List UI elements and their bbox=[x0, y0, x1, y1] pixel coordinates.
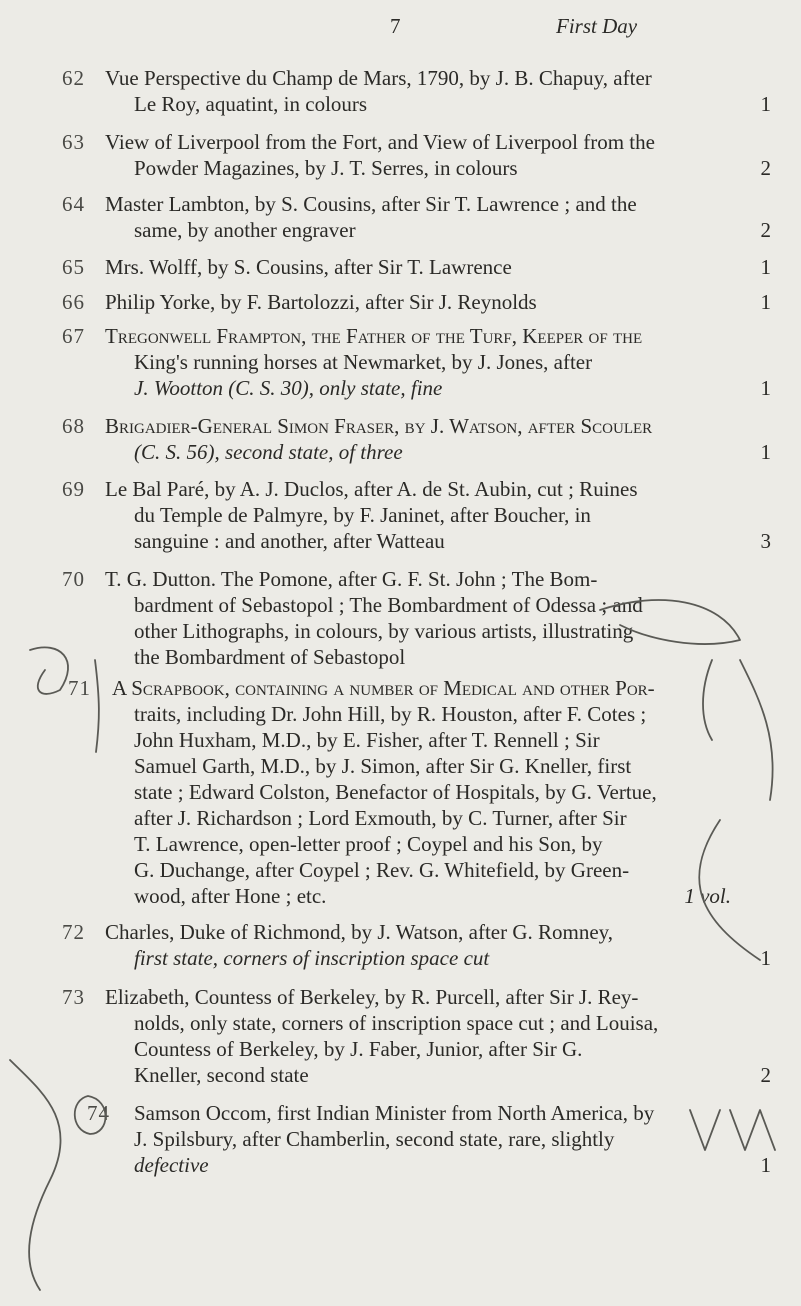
lot-line: G. Duchange, after Coypel ; Rev. G. Whitefield, by Green- bbox=[134, 858, 630, 882]
lot-line: sanguine : and another, after Watteau bbox=[134, 529, 445, 553]
lot-line: Kneller, second state bbox=[134, 1063, 309, 1087]
lot-number: 71 bbox=[68, 676, 91, 700]
page-title: First Day bbox=[556, 14, 638, 38]
lot-number: 65 bbox=[62, 255, 85, 279]
lot-line: the Bombardment of Sebastopol bbox=[134, 645, 406, 669]
lot-line: View of Liverpool from the Fort, and View of Liverpool from the bbox=[105, 130, 655, 154]
bracket-mark-71 bbox=[95, 660, 99, 752]
lot-quantity: 1 bbox=[760, 255, 771, 279]
lot-quantity: 1 bbox=[760, 1153, 771, 1177]
lot-line-text: Le Roy, aquatint, in colours bbox=[134, 92, 368, 116]
lot-number: 74 bbox=[87, 1101, 110, 1125]
lot-quantity: 1 bbox=[760, 376, 771, 400]
lot-quantity: 1 bbox=[760, 92, 771, 116]
lot-line: Master Lambton, by S. Cousins, after Sir T. Lawrence ; and the bbox=[105, 192, 637, 216]
lot-number: 69 bbox=[62, 477, 85, 501]
lot-line: T. Lawrence, open-letter proof ; Coypel and his Son, by bbox=[134, 832, 603, 856]
lot-line: Brigadier-General Simon Fraser, by J. Watson, after Scouler bbox=[105, 414, 653, 438]
lot-number: 67 bbox=[62, 324, 85, 348]
lot-line: Charles, Duke of Richmond, by J. Watson, after G. Romney, bbox=[105, 920, 614, 944]
lot-number: 68 bbox=[62, 414, 85, 438]
lot-line: defective bbox=[134, 1153, 209, 1177]
lot-quantity: 2 bbox=[760, 156, 771, 180]
lot-line: King's running horses at Newmarket, by J. Jones, after bbox=[134, 350, 593, 374]
lot-line: Elizabeth, Countess of Berkeley, by R. Purcell, after Sir J. Rey- bbox=[105, 985, 639, 1009]
lot-line bbox=[134, 92, 367, 117]
lot-line: Philip Yorke, by F. Bartolozzi, after Sir J. Reynolds bbox=[105, 290, 537, 314]
lot-number: 72 bbox=[62, 920, 85, 944]
lot-number: 66 bbox=[62, 290, 85, 314]
lot-number: 70 bbox=[62, 567, 85, 591]
lot-line: after J. Richardson ; Lord Exmouth, by C. Turner, after Sir bbox=[134, 806, 627, 830]
lot-line: T. G. Dutton. The Pomone, after G. F. St. John ; The Bom- bbox=[105, 567, 598, 591]
lot-line: Samuel Garth, M.D., by J. Simon, after Sir G. Kneller, first bbox=[134, 754, 632, 778]
lot-line: (C. S. 56), second state, of three bbox=[134, 440, 403, 464]
lot-line: first state, corners of inscription space cut bbox=[134, 946, 490, 970]
lot-quantity: 1 bbox=[760, 946, 771, 970]
lot-number: 64 bbox=[62, 192, 85, 216]
lot-line: Samson Occom, first Indian Minister from North America, by bbox=[134, 1101, 655, 1125]
lot-line: other Lithographs, in colours, by various artists, illustrating bbox=[134, 619, 634, 643]
lot-line: du Temple de Palmyre, by F. Janinet, after Boucher, in bbox=[134, 503, 591, 527]
lot-line: state ; Edward Colston, Benefactor of Hospitals, by G. Vertue, bbox=[134, 780, 657, 804]
lot-line: traits, including Dr. John Hill, by R. Houston, after F. Cotes ; bbox=[134, 702, 647, 726]
lot-quantity: 2 bbox=[760, 218, 771, 242]
scribble-mark-71-left bbox=[30, 647, 68, 694]
lot-quantity: 2 bbox=[760, 1063, 771, 1087]
lot-line: Tregonwell Frampton, the Father of the Turf, Keeper of the bbox=[105, 324, 643, 348]
letters-mark-74-right bbox=[690, 1110, 775, 1150]
lot-line: Le Bal Paré, by A. J. Duclos, after A. de St. Aubin, cut ; Ruines bbox=[105, 477, 638, 501]
page-number: 7 bbox=[390, 14, 401, 38]
lot-line: Countess of Berkeley, by J. Faber, Junior, after Sir G. bbox=[134, 1037, 583, 1061]
lot-quantity: 1 vol. bbox=[684, 884, 731, 908]
lot-line: Powder Magazines, by J. T. Serres, in colours bbox=[134, 156, 518, 180]
lot-number: 73 bbox=[62, 985, 85, 1009]
bracket-mark-71-right bbox=[703, 660, 773, 800]
lot-line: wood, after Hone ; etc. bbox=[134, 884, 327, 908]
lot-line: Vue Perspective du Champ de Mars, 1790, by J. B. Chapuy, after bbox=[105, 66, 652, 90]
lot-quantity: 1 bbox=[760, 290, 771, 314]
lot-line: J. Spilsbury, after Chamberlin, second state, rare, slightly bbox=[134, 1127, 615, 1151]
lot-line: nolds, only state, corners of inscription space cut ; and Louisa, bbox=[134, 1011, 659, 1035]
lot-quantity: 1 bbox=[760, 440, 771, 464]
lot-line: J. Wootton (C. S. 30), only state, fine bbox=[134, 376, 443, 400]
lot-line: A Scrapbook, containing a number of Medical and other Por- bbox=[112, 676, 655, 700]
scribble-mark-74-left bbox=[10, 1060, 61, 1290]
lot-line: same, by another engraver bbox=[134, 218, 356, 242]
lot-number: 62 bbox=[62, 66, 85, 90]
page-header bbox=[0, 14, 801, 44]
lot-line: bardment of Sebastopol ; The Bombardment of Odessa ; and bbox=[134, 593, 643, 617]
lot-quantity: 3 bbox=[760, 529, 771, 553]
lot-line: John Huxham, M.D., by E. Fisher, after T. Rennell ; Sir bbox=[134, 728, 600, 752]
lot-number: 63 bbox=[62, 130, 85, 154]
lot-line: Mrs. Wolff, by S. Cousins, after Sir T. Lawrence bbox=[105, 255, 512, 279]
